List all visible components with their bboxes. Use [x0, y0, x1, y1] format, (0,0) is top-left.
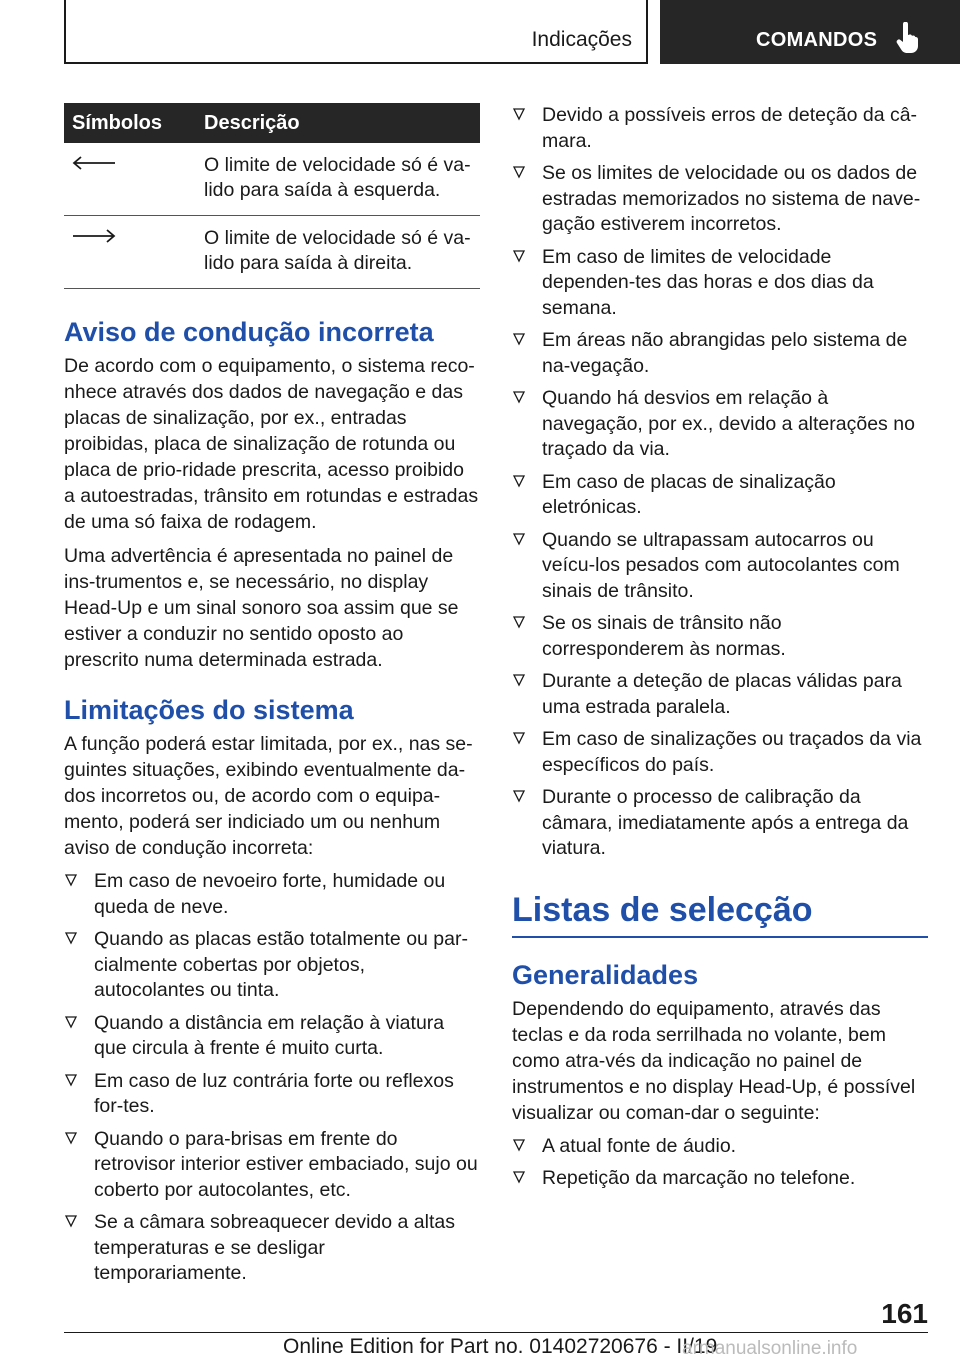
- triangle-bullet-icon: [512, 164, 526, 180]
- list-item: [512, 103, 928, 154]
- list-item-text: Durante a deteção de placas válidas para uma estrada paralela.: [542, 670, 902, 718]
- left-column: [64, 103, 480, 1294]
- triangle-bullet-icon: [512, 389, 526, 405]
- right-column: [512, 103, 928, 1199]
- list-item: [64, 927, 480, 1004]
- triangle-bullet-icon: [64, 872, 78, 888]
- list-item: [64, 1127, 480, 1204]
- footer-rule: [64, 1332, 928, 1333]
- list-item: [512, 785, 928, 862]
- list-item: [512, 669, 928, 720]
- hand-pointer-icon: [895, 22, 919, 54]
- list-item-text: Quando o para-brisas em frente do retrovisor interior estiver embaciado, sujo ou coberto por autocolantes, etc.: [94, 1127, 478, 1201]
- triangle-bullet-icon: [512, 331, 526, 347]
- table-row: [64, 143, 480, 216]
- list-item: [64, 1069, 480, 1120]
- list-item-text: Em áreas não abrangidas pelo sistema de na-vegação.: [542, 329, 908, 377]
- list-item-text: Quando a distância em relação à viatura que circula à frente é muito curta.: [94, 1011, 445, 1059]
- triangle-bullet-icon: [512, 788, 526, 804]
- list-item-text: Se a câmara sobreaquecer devido a altas temperaturas e se desligar temporariamente.: [94, 1211, 455, 1284]
- symbol-description: O limite de velocidade só é va-lido para saída à direita.: [180, 216, 480, 289]
- list-item: [512, 328, 928, 379]
- title-rule: [512, 936, 928, 938]
- triangle-bullet-icon: [64, 1014, 78, 1030]
- triangle-bullet-icon: [512, 1137, 526, 1153]
- list-item-text: A atual fonte de áudio.: [542, 1134, 737, 1157]
- list-item: [512, 528, 928, 605]
- triangle-bullet-icon: [512, 473, 526, 489]
- list-item-text: Em caso de placas de sinalização eletrónicas.: [542, 470, 836, 518]
- triangle-bullet-icon: [512, 730, 526, 746]
- header-section-title: Indicações: [531, 28, 632, 51]
- symbol-description: O limite de velocidade só é va-lido para saída à esquerda.: [180, 143, 480, 216]
- triangle-bullet-icon: [512, 1169, 526, 1185]
- list-item-text: Em caso de luz contrária forte ou reflexos for-tes.: [94, 1069, 454, 1117]
- triangle-bullet-icon: [512, 531, 526, 547]
- triangle-bullet-icon: [64, 1213, 78, 1229]
- list-item-text: Devido a possíveis erros de deteção da câ-mara.: [542, 104, 918, 152]
- triangle-bullet-icon: [512, 614, 526, 630]
- table-row: [64, 216, 480, 289]
- list-item: [512, 611, 928, 662]
- header-section-tab: [64, 0, 648, 64]
- symbols-table: [64, 103, 480, 289]
- list-item-text: Durante o processo de calibração da câmara, imediatamente após a entrega da viatura.: [542, 786, 909, 859]
- section-title-limitacoes: Limitações do sistema: [64, 695, 354, 725]
- watermark: armanualsonline.info: [682, 1338, 858, 1359]
- paragraph: Uma advertência é apresentada no painel de ins-trumentos e, se necessário, no display Head-Up e um sinal sonoro soa assim que se estiver a conduzir no sentido oposto ao prescrito numa determinada estrada.: [64, 545, 459, 671]
- footer-edition: Online Edition for Part no. 01402720676 - II/19: [283, 1335, 718, 1358]
- triangle-bullet-icon: [512, 248, 526, 264]
- header-chapter-title: COMANDOS: [756, 29, 878, 51]
- paragraph: De acordo com o equipamento, o sistema reco-nhece através dos dados de navegação e das placas de sinalização, por ex., entradas proibidas, placa de sinalização de rotunda ou placa de prio-ridade prescrita, acesso proibido a autoestradas, trânsito em rotundas e estradas de uma só faixa de rodagem.: [64, 355, 479, 533]
- list-item-text: Em caso de limites de velocidade dependen-tes das horas e dos dias da semana.: [542, 245, 874, 319]
- list-item: [512, 245, 928, 322]
- triangle-bullet-icon: [64, 1130, 78, 1146]
- list-item-text: Em caso de sinalizações ou traçados da via específicos do país.: [542, 728, 922, 776]
- chapter-title-listas: Listas de selecção: [512, 890, 813, 929]
- list-item: [512, 386, 928, 463]
- list-item: [512, 727, 928, 778]
- list-item: [64, 1011, 480, 1062]
- list-item-text: Repetição da marcação no telefone.: [542, 1167, 856, 1189]
- list-item: [512, 1166, 928, 1192]
- limitations-list-right: [512, 103, 928, 862]
- list-item: [512, 1134, 928, 1160]
- triangle-bullet-icon: [64, 1072, 78, 1088]
- page-number: 161: [881, 1298, 928, 1329]
- header-chapter-tab: [660, 0, 960, 64]
- table-header-description: Descrição: [180, 103, 480, 143]
- arrow-left-icon: [72, 155, 116, 171]
- list-item: [512, 161, 928, 238]
- triangle-bullet-icon: [512, 672, 526, 688]
- triangle-bullet-icon: [512, 106, 526, 122]
- triangle-bullet-icon: [64, 930, 78, 946]
- list-item-text: Quando as placas estão totalmente ou par-cialmente cobertas por objetos, autocolantes ou tinta.: [94, 928, 468, 1001]
- listas-list: [512, 1134, 928, 1192]
- paragraph: A função poderá estar limitada, por ex., nas se-guintes situações, exibindo eventualmente da-dos incorretos ou, de acordo com o equipa-mento, poderá ser indiciado um ou nenhum aviso de condução incorreta:: [64, 733, 473, 859]
- list-item: [64, 1210, 480, 1287]
- list-item-text: Quando há desvios em relação à navegação, por ex., devido a alterações no traçado da via.: [542, 387, 915, 460]
- paragraph: Dependendo do equipamento, através das teclas e da roda serrilhada no volante, bem como atra-vés da indicação no painel de instrumentos e no display Head-Up, é possível visualizar ou coman-dar o seguinte:: [512, 997, 916, 1124]
- list-item: [512, 470, 928, 521]
- section-title-generalidades: Generalidades: [512, 959, 699, 990]
- arrow-right-icon: [72, 228, 116, 244]
- list-item-text: Se os limites de velocidade ou os dados de estradas memorizados no sistema de nave-gação estiverem incorretos.: [542, 162, 921, 235]
- limitations-list-left: [64, 869, 480, 1287]
- list-item-text: Em caso de nevoeiro forte, humidade ou queda de neve.: [94, 870, 446, 918]
- list-item-text: Se os sinais de trânsito não corresponderem às normas.: [542, 612, 786, 660]
- list-item-text: Quando se ultrapassam autocarros ou veícu-los pesados com autocolantes com sinais de trânsito.: [542, 528, 900, 602]
- section-title-aviso: Aviso de condução incorreta: [64, 317, 434, 347]
- table-header-symbols: Símbolos: [64, 103, 180, 143]
- list-item: [64, 869, 480, 920]
